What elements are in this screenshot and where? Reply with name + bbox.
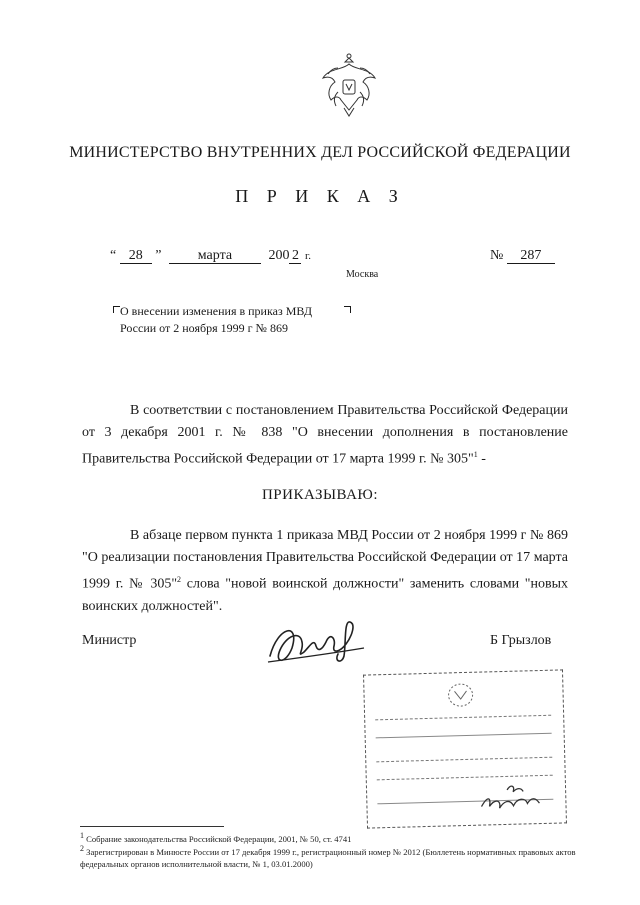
- date-year-abbrev: г.: [304, 250, 311, 262]
- preamble-text: В соответствии с постановлением Правительства Российской Федерации от 3 декабря 2001 г. № 838 "О внесении дополнения в постановление Правительства Российской Федерации от 17 марта 1999 г. № 305": [82, 403, 568, 467]
- subject-line-2: России от 2 ноября 1999 г № 869: [120, 321, 288, 335]
- signatory-title: Министр: [82, 633, 137, 648]
- registration-stamp: [363, 669, 567, 828]
- subject-line-1: О внесении изменения в приказ МВД: [120, 304, 313, 318]
- number-label: №: [490, 248, 504, 263]
- footnote-ref-1: 1: [473, 450, 478, 459]
- number-value: 287: [507, 248, 555, 264]
- footnote-1-text: Собрание законодательства Российской Федерации, 2001, № 50, ст. 4741: [84, 833, 352, 844]
- date-month: марта: [169, 248, 261, 264]
- footnote-2-mark: 2: [80, 844, 84, 853]
- date-year-prefix: 200: [268, 248, 290, 263]
- date-year-suffix: 2: [289, 248, 301, 264]
- stamp-emblem-icon: [440, 681, 481, 710]
- order-word: ПРИКАЗЫВАЮ:: [261, 487, 379, 503]
- order-text-a: В абзаце первом пункта 1 приказа МВД России от 2 ноября 1999 г № 869 "О реализации постановления Правительства Российской Федерации от 17 марта 1999 г. № 305": [82, 528, 568, 592]
- footnote-2: [80, 843, 580, 870]
- order-paragraph: [82, 525, 568, 618]
- city-name: Москва: [346, 269, 379, 280]
- date-close-quote: ”: [155, 248, 162, 263]
- order-date: [110, 248, 311, 264]
- footnote-divider: [80, 826, 224, 827]
- footnote-2-text: Зарегистрирован в Минюсте России от 17 декабря 1999 г., регистрационный номер № 2012 (Бюллетень нормативных правовых актов федеральных органов исполнительной власти, № 1, 03.01.2000): [80, 846, 576, 869]
- document-type-title: П Р И К А З: [235, 186, 405, 206]
- handwritten-signature: [264, 612, 374, 672]
- coat-of-arms-emblem: [318, 52, 380, 124]
- order-subject: [120, 303, 360, 337]
- preamble-paragraph: [82, 400, 568, 471]
- ministry-name: МИНИСТЕРСТВО ВНУТРЕННИХ ДЕЛ РОССИЙСКОЙ ФЕДЕРАЦИИ: [69, 144, 571, 161]
- footnote-ref-2: 2: [177, 575, 182, 584]
- footnote-1-mark: 1: [80, 831, 84, 840]
- stamp-handwriting: [477, 777, 548, 819]
- preamble-end: -: [477, 451, 486, 467]
- date-day: 28: [120, 248, 152, 264]
- date-open-quote: “: [110, 248, 117, 263]
- order-text-b: слова "новой воинской должности" заменить словами "новых воинских должностей".: [82, 576, 568, 614]
- order-number: [490, 248, 555, 264]
- signatory-name: Б Грызлов: [490, 633, 552, 648]
- subject-bracket-left: [113, 306, 120, 313]
